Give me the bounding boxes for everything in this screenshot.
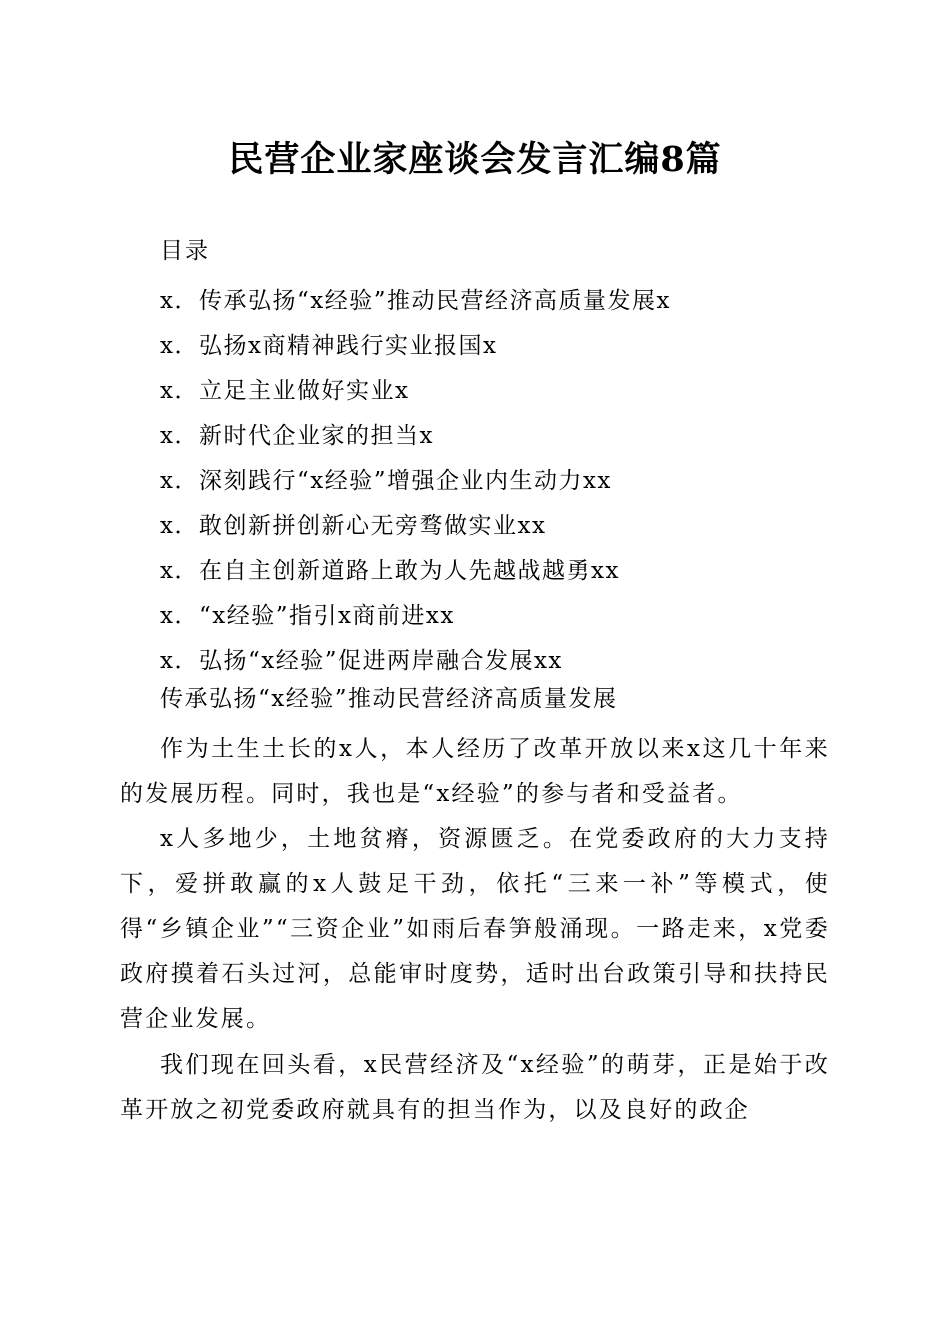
body-paragraph: 作为土生土长的x人，本人经历了改革开放以来x这几十年来的发展历程。同时，我也是“x经验”的参与者和受益者。 [120, 736, 830, 807]
toc-item: x．敢创新拼创新心无旁骛做实业xx [160, 513, 547, 539]
toc-heading: 目录 [160, 238, 210, 264]
toc-item: x．传承弘扬“x经验”推动民营经济高质量发展x [160, 288, 671, 314]
toc-item: x．在自主创新道路上敢为人先越战越勇xx [160, 558, 620, 584]
toc-item: x．立足主业做好实业x [160, 378, 410, 404]
toc-item: x．“x经验”指引x商前进xx [160, 603, 455, 629]
toc-item: x．弘扬“x经验”促进两岸融合发展xx [160, 648, 563, 674]
toc-item: x．深刻践行“x经验”增强企业内生动力xx [160, 468, 612, 494]
toc-item: x．弘扬x商精神践行实业报国x [160, 333, 498, 359]
toc-item: x．新时代企业家的担当x [160, 423, 434, 449]
body-paragraph: x人多地少，土地贫瘠，资源匮乏。在党委政府的大力支持下，爱拼敢赢的x人鼓足干劲，依托“三来一补”等模式，使得“乡镇企业”“三资企业”如雨后春笋般涌现。一路走来，x党委政府摸着石头过河，总能审时度势，适时出台政策引导和扶持民营企业发展。 [120, 826, 830, 1032]
body-text [120, 727, 830, 1133]
section-heading: 传承弘扬“x经验”推动民营经济高质量发展 [160, 686, 618, 712]
body-paragraph: 我们现在回头看，x民营经济及“x经验”的萌芽，正是始于改革开放之初党委政府就具有的担当作为，以及良好的政企 [120, 1052, 830, 1123]
table-of-contents [160, 279, 671, 684]
document-title: 民营企业家座谈会发言汇编8篇 [228, 139, 722, 180]
